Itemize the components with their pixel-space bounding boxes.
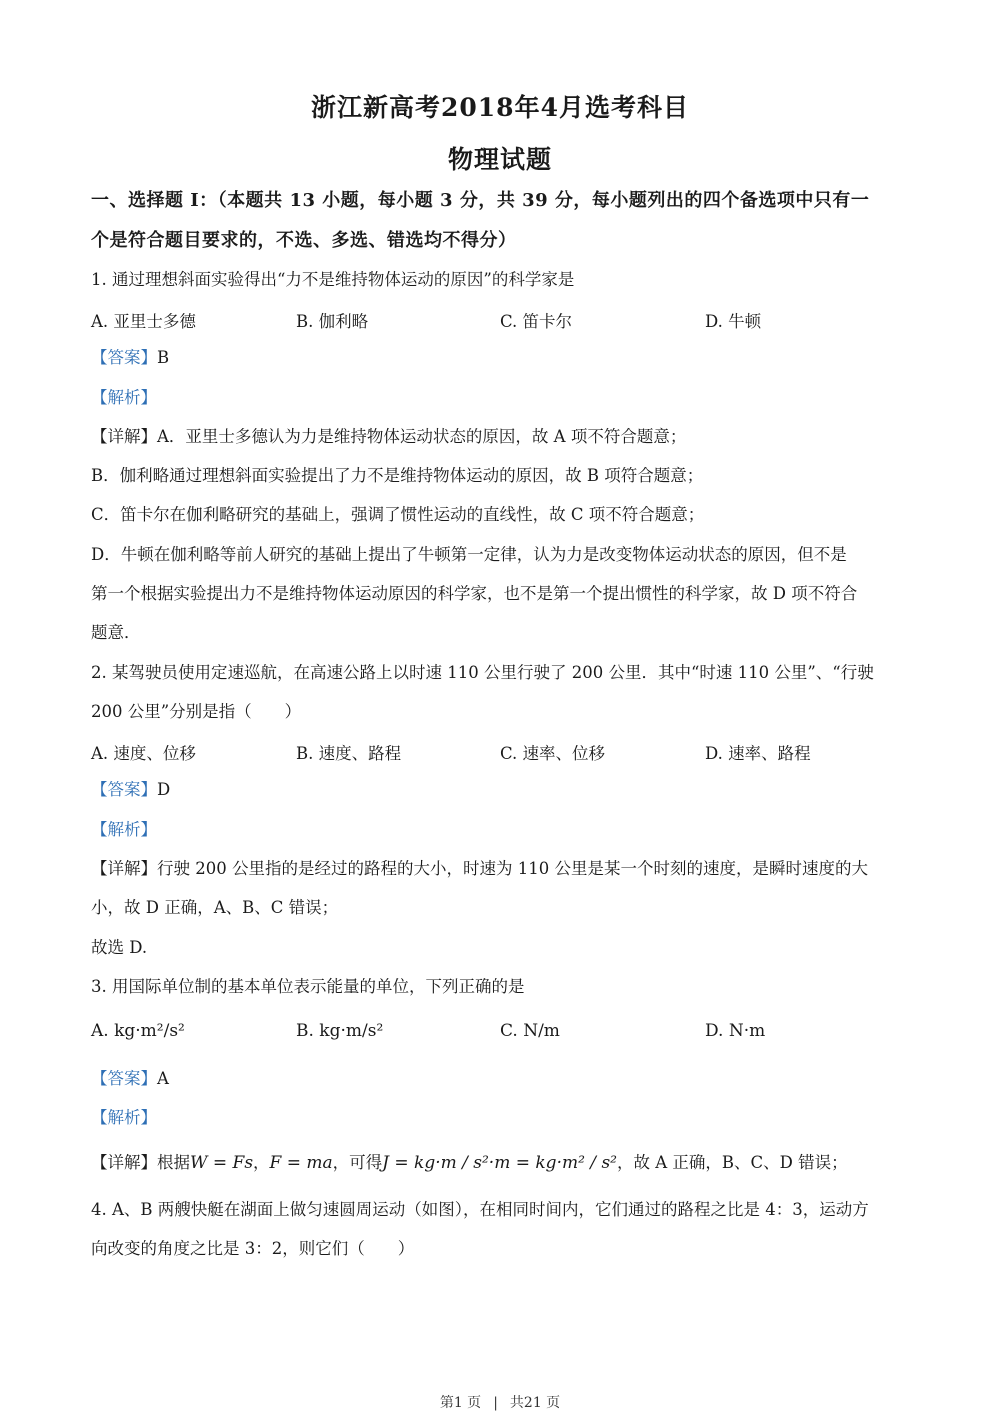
detail-prefix: 【详解】根据 [91,1153,190,1172]
section-heading-line2: 个是符合题目要求的，不选、多选、错选均不得分） [91,230,517,251]
q3-answer [91,1068,911,1090]
q3-option-a: A. kg·m²/s² [91,1021,185,1041]
detail-suffix: ，故 A 正确，B、C、D 错误； [616,1153,848,1172]
q2-detail-line3: 故选 D. [91,938,148,957]
page-subtitle: 物理试题 [447,145,552,174]
q2-detail-line1: 【详解】行驶 200 公里指的是经过的路程的大小，时速为 110 公里是某一个时刻的速度，是瞬时速度的大 [91,859,868,878]
q4-stem-line1: 4. A、B 两艘快艇在湖面上做匀速圆周运动（如图），在相同时间内，它们通过的路程之比是 4：3，运动方 [91,1200,869,1219]
q2-option-a: A. 速度、位移 [91,744,196,763]
q1-option-d: D. 牛顿 [705,312,762,331]
section-heading-line1: 一、选择题 I：（本题共 13 小题，每小题 3 分，共 39 分，每小题列出的四个备选项中只有一 [91,190,870,211]
answer-value: A [157,1069,169,1088]
formula-joule: J = kg·m / s²·m = kg·m² / s² [382,1153,617,1173]
q1-detail-line5: 第一个根据实验提出力不是维持物体运动原因的科学家，也不是第一个提出惯性的科学家，故 D 项不符合 [91,584,858,603]
q1-detail-line3: C．笛卡尔在伽利略研究的基础上，强调了惯性运动的直线性，故 C 项不符合题意； [91,505,705,524]
q3-option-c: C. N/m [500,1021,560,1041]
q3-analysis-tag: 【解析】 [91,1108,157,1127]
q2-option-c: C. 速率、位移 [500,744,606,763]
footer-separator: | [493,1395,498,1411]
page-title: 浙江新高考2018年4月选考科目 [311,93,689,122]
q1-stem: 1. 通过理想斜面实验得出“力不是维持物体运动的原因”的科学家是 [91,270,575,289]
q1-analysis-tag: 【解析】 [91,388,157,407]
q2-stem-line2: 200 公里”分别是指（ ） [91,702,302,721]
detail-sep: ， [253,1153,270,1172]
q1-detail-line2: B．伽利略通过理想斜面实验提出了力不是维持物体运动的原因，故 B 项符合题意； [91,466,704,485]
q2-answer [91,779,911,801]
q3-option-b: B. kg·m/s² [296,1021,384,1041]
answer-tag: 【答案】 [91,348,157,367]
answer-tag: 【答案】 [91,780,157,799]
q1-option-c: C. 笛卡尔 [500,312,573,331]
page-number: 第1 页 [439,1395,482,1411]
answer-tag: 【答案】 [91,1069,157,1088]
q2-option-b: B. 速度、路程 [296,744,402,763]
formula-work: W = Fs [190,1153,254,1173]
q4-stem-line2: 向改变的角度之比是 3：2，则它们（ ） [91,1239,415,1258]
q1-detail-line4: D．牛顿在伽利略等前人研究的基础上提出了牛顿第一定律，认为力是改变物体运动状态的原因，但不是 [91,545,847,564]
page-total: 共21 页 [509,1395,561,1411]
q2-stem-line1: 2. 某驾驶员使用定速巡航，在高速公路上以时速 110 公里行驶了 200 公里．其中“时速 110 公里”、“行驶 [91,663,874,682]
q3-detail-line1 [91,1152,911,1174]
q2-detail-line2: 小，故 D 正确，A、B、C 错误； [91,898,339,917]
q1-option-a: A. 亚里士多德 [91,312,196,331]
q2-option-d: D. 速率、路程 [705,744,811,763]
q2-analysis-tag: 【解析】 [91,820,157,839]
answer-value: B [157,348,170,367]
q1-detail-line6: 题意． [91,623,141,642]
formula-newton: F = ma [269,1153,333,1173]
q1-option-b: B. 伽利略 [296,312,369,331]
q3-option-d: D. N·m [705,1021,766,1041]
q1-answer [91,347,911,369]
detail-mid: ，可得 [332,1153,383,1172]
page-footer [0,1392,1000,1412]
answer-value: D [157,780,171,799]
q3-stem: 3. 用国际单位制的基本单位表示能量的单位，下列正确的是 [91,977,525,996]
q1-detail-line1: 【详解】A．亚里士多德认为力是维持物体运动状态的原因，故 A 项不符合题意； [91,427,687,446]
